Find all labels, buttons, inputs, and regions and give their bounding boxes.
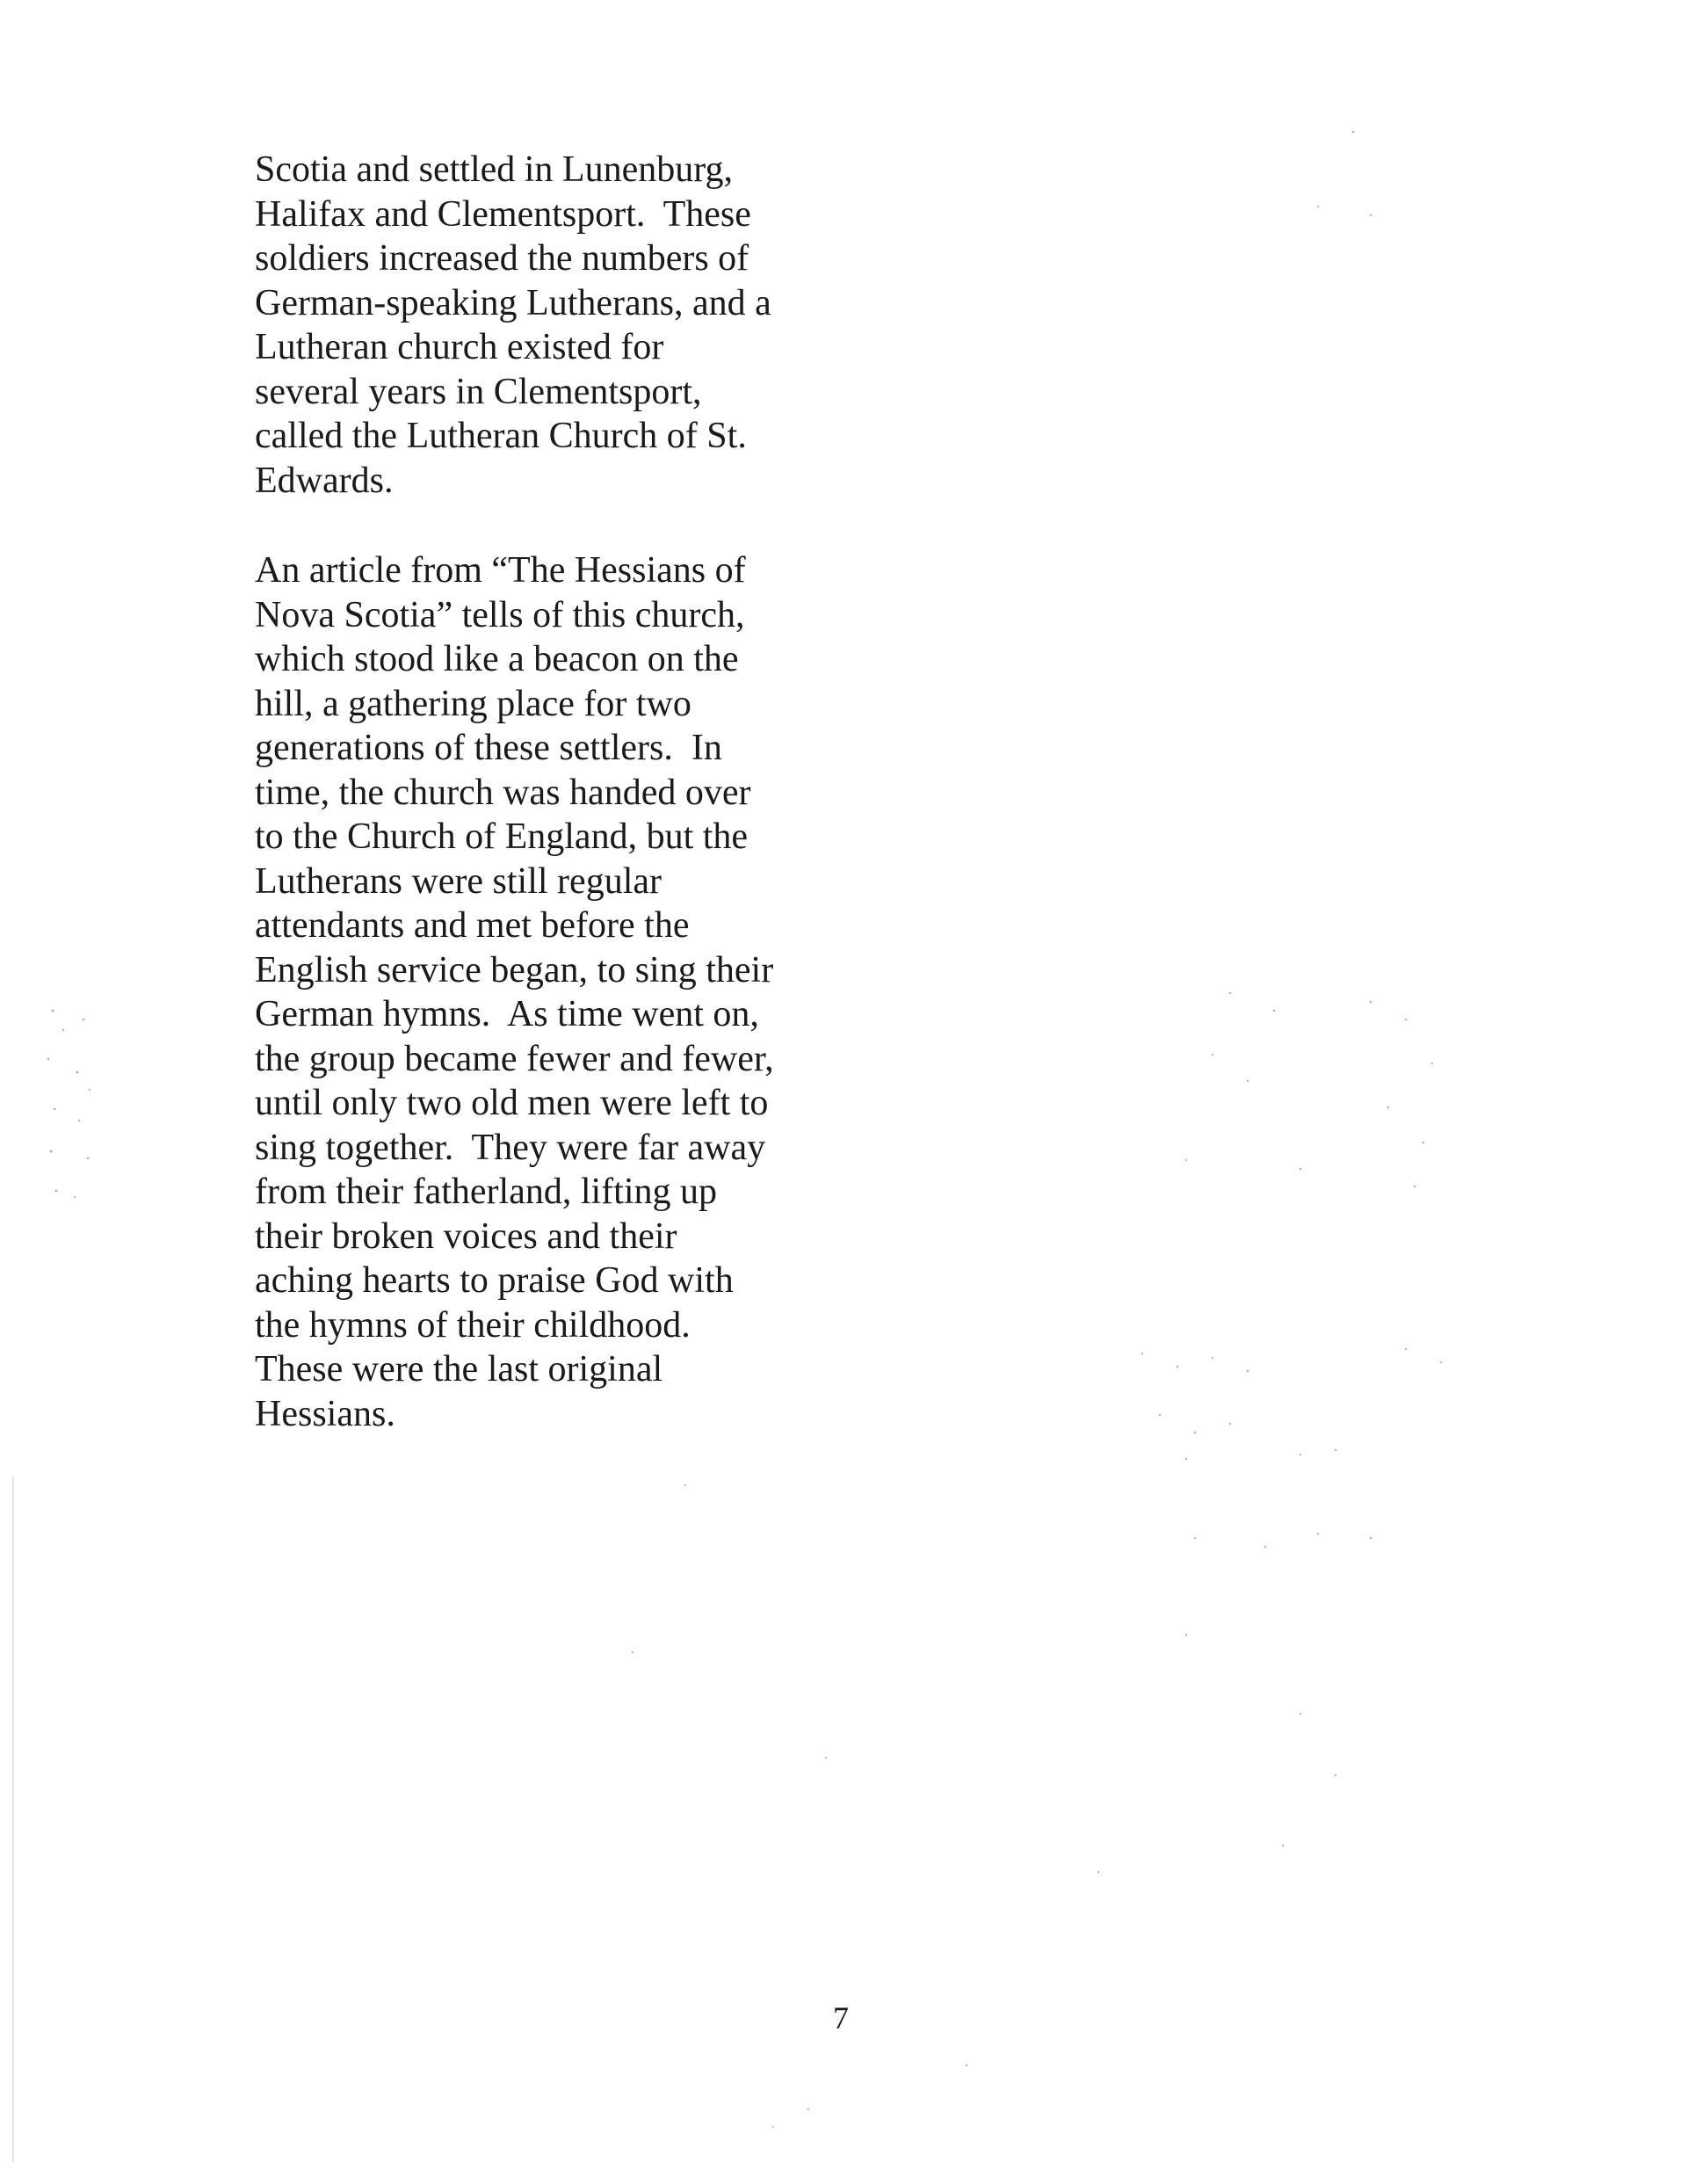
scan-edge-line <box>12 1477 14 2162</box>
text-line: several years in Clementsport, <box>255 371 702 412</box>
text-line: Scotia and settled in Lunenburg, <box>255 149 733 190</box>
text-line: Nova Scotia” tells of this church, <box>255 594 745 635</box>
text-line: German-speaking Lutherans, and a <box>255 282 771 323</box>
text-line: generations of these settlers. In <box>255 728 722 768</box>
text-line: German hymns. As time went on, <box>255 994 759 1034</box>
text-line: their broken voices and their <box>255 1215 677 1257</box>
text-line: An article from “The Hessians of <box>255 550 746 591</box>
text-line: Halifax and Clementsport. These <box>255 193 751 235</box>
text-line: which stood like a beacon on the <box>255 639 739 679</box>
text-line: attendants and met before the <box>255 905 690 946</box>
text-line: These were the last original <box>255 1349 663 1389</box>
text-line: Lutherans were still regular <box>255 860 662 902</box>
text-line: hill, a gathering place for two <box>255 683 691 724</box>
text-line: from their fatherland, lifting up <box>255 1172 718 1212</box>
text-line: the group became fewer and fewer, <box>255 1038 774 1079</box>
text-line: called the Lutheran Church of St. <box>255 416 747 456</box>
text-line: the hymns of their childhood. <box>255 1304 691 1346</box>
text-line: Lutheran church existed for <box>255 327 664 367</box>
text-line: aching hearts to praise God with <box>255 1260 734 1301</box>
text-line: Hessians. <box>255 1393 395 1434</box>
body-text <box>255 148 887 1436</box>
text-line: English service began, to sing their <box>255 949 774 990</box>
text-line: soldiers increased the numbers of <box>255 238 749 279</box>
text-line: sing together. They were far away <box>255 1127 766 1168</box>
text-line: time, the church was handed over <box>255 772 751 813</box>
text-line: until only two old men were left to <box>255 1083 769 1123</box>
text-line: to the Church of England, but the <box>255 816 749 857</box>
page-number: 7 <box>833 2000 849 2035</box>
text-line: Edwards. <box>255 460 394 501</box>
paragraph-1 <box>255 148 887 503</box>
paragraph-2 <box>255 548 887 1436</box>
